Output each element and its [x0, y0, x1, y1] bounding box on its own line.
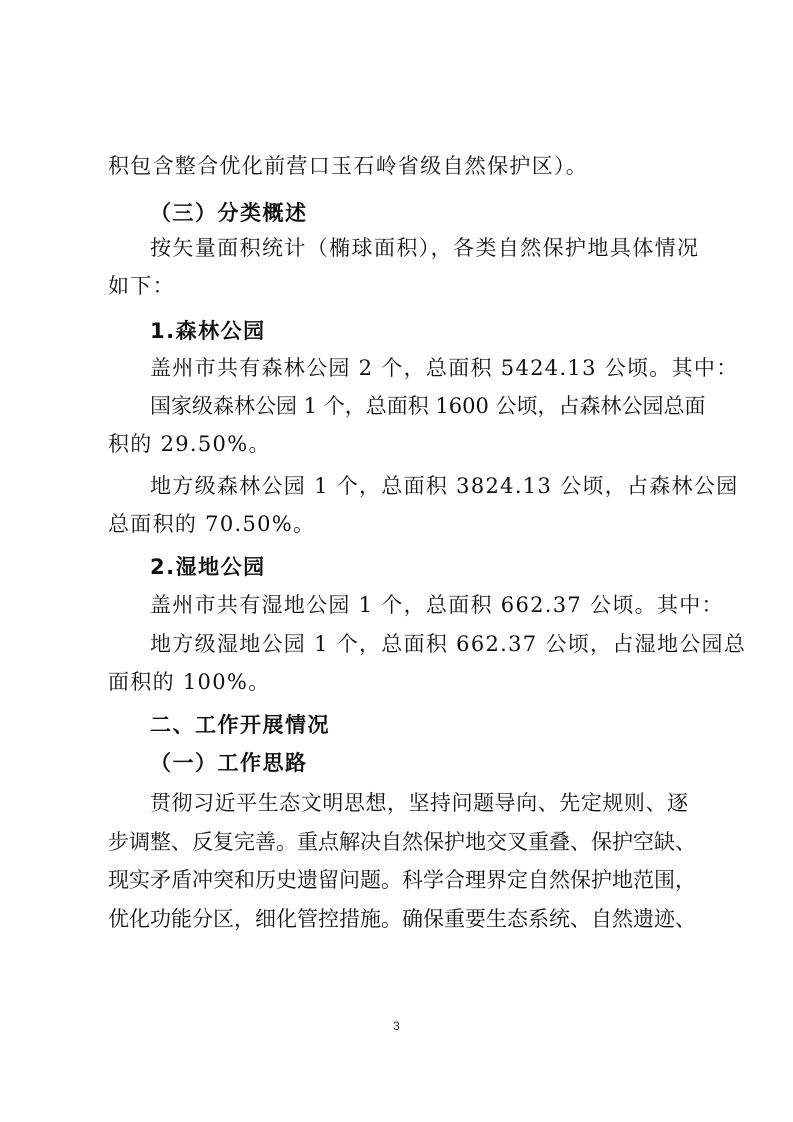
section-heading-wetland-park: 2.湿地公园	[150, 555, 266, 579]
body-text-line: 盖州市共有森林公园 2 个，总面积 5424.13 公顷。其中：	[150, 356, 739, 380]
body-text-line: 地方级森林公园 1 个，总面积 3824.13 公顷，占森林公园	[150, 474, 739, 498]
body-text-line: 按矢量面积统计（椭球面积），各类自然保护地具体情况	[150, 236, 698, 260]
body-text-line: 国家级森林公园 1 个，总面积 1600 公顷，占森林公园总面	[150, 394, 706, 418]
section-heading-work-progress: 二、工作开展情况	[150, 713, 330, 737]
body-text-line: 贯彻习近平生态文明思想，坚持问题导向、先定规则、逐	[150, 791, 688, 815]
body-text-line: 积包含整合优化前营口玉石岭省级自然保护区）。	[108, 154, 589, 178]
page-number: 3	[393, 1019, 400, 1033]
section-heading-work-approach: （一）工作思路	[150, 751, 308, 775]
body-text-line: 积的 29.50%。	[108, 432, 271, 456]
section-heading-forest-park: 1.森林公园	[150, 319, 266, 343]
body-text-line: 盖州市共有湿地公园 1 个，总面积 662.37 公顷。其中：	[150, 593, 724, 617]
body-text-line: 地方级湿地公园 1 个，总面积 662.37 公顷，占湿地公园总	[150, 632, 747, 656]
body-text-line: 现实矛盾冲突和历史遗留问题。科学合理界定自然保护地范围，	[108, 868, 696, 892]
body-text-line: 优化功能分区，细化管控措施。确保重要生态系统、自然遗迹、	[108, 907, 696, 931]
section-heading-classification-overview: （三）分类概述	[150, 201, 308, 225]
body-text-line: 面积的 100%。	[108, 670, 271, 694]
body-text-line: 总面积的 70.50%。	[108, 512, 316, 536]
body-text-line: 如下：	[108, 274, 175, 298]
body-text-line: 步调整、反复完善。重点解决自然保护地交叉重叠、保护空缺、	[108, 830, 696, 854]
